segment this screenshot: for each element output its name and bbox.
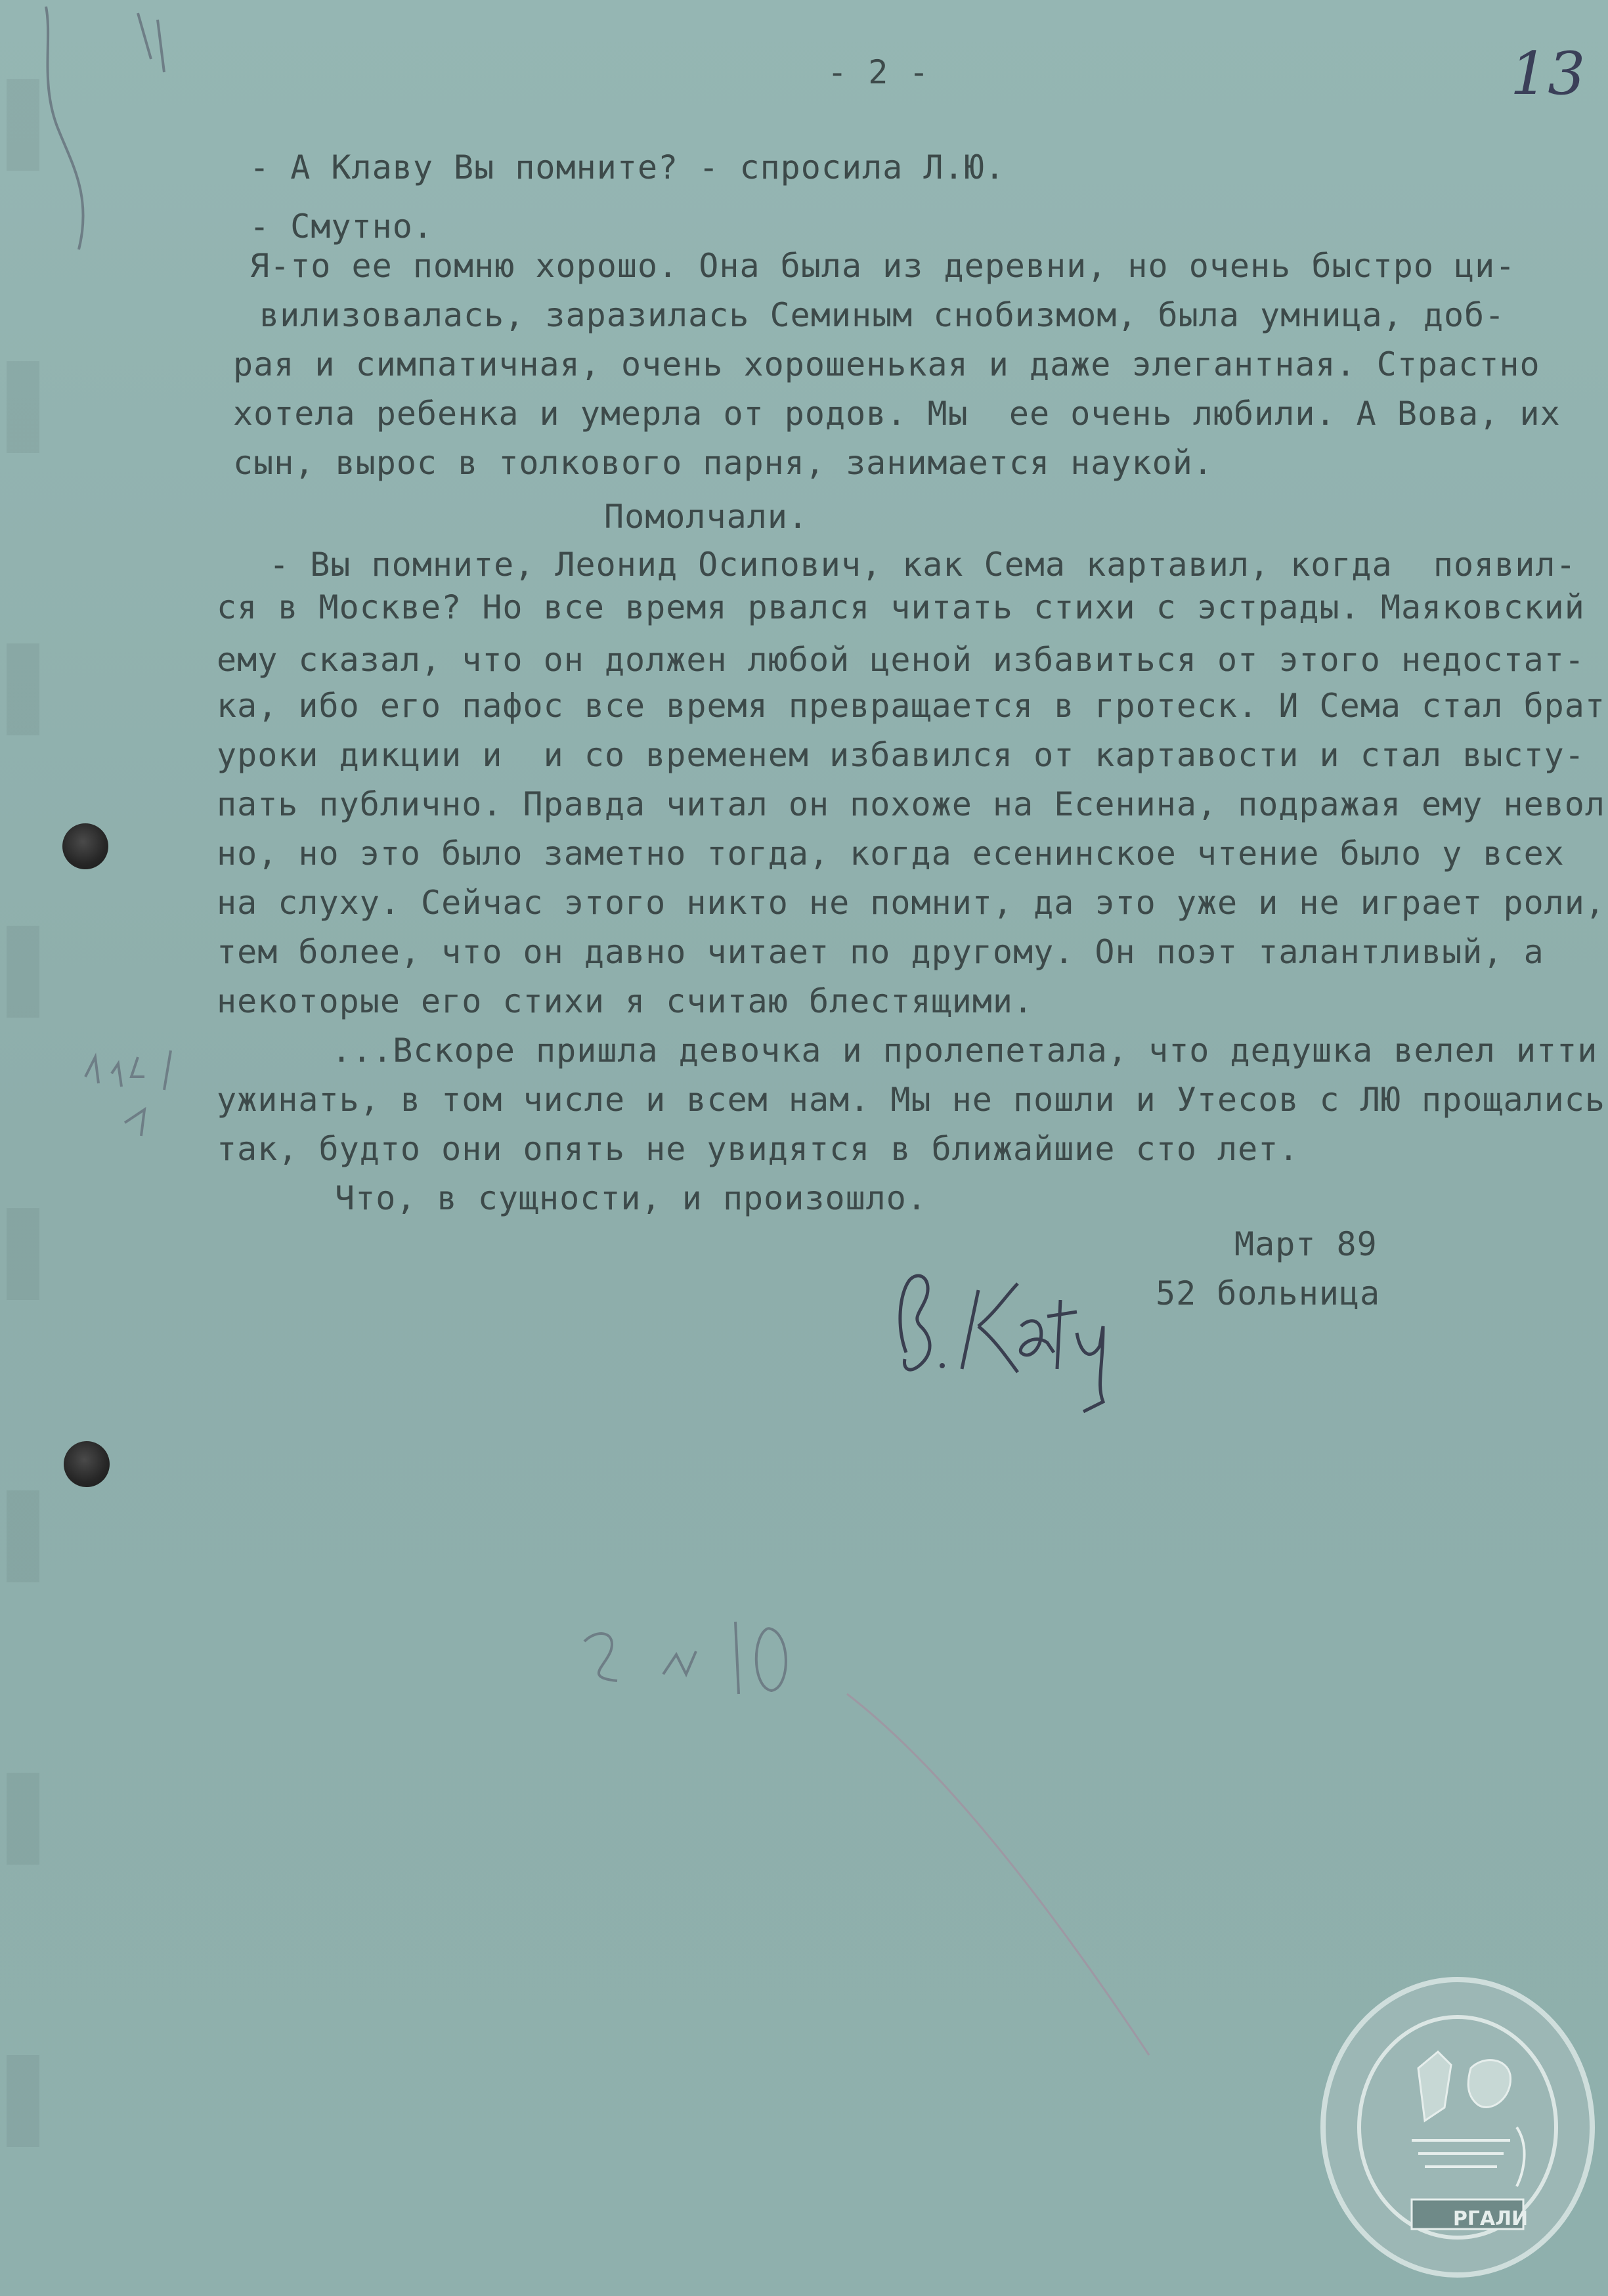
punch-hole-lower [64, 1441, 110, 1487]
bottom-pencil-note [571, 1602, 847, 1714]
text-line: ...Вскоре пришла девочка и пролепетала, что дедушка велел итти [332, 1031, 1598, 1070]
folio-number: 13 [1510, 39, 1586, 108]
archive-stamp [1320, 1976, 1596, 2278]
text-line: ему сказал, что он должен любой ценой избавиться от этого недостат- [217, 641, 1585, 679]
closing-date: Март 89 [1234, 1225, 1378, 1263]
margin-pencil-note [66, 1011, 289, 1169]
text-line: ка, ибо его пафос все время превращается в гротеск. И Сема стал брат [217, 687, 1605, 725]
text-line: сын, вырос в толкового парня, занимается наукой. [233, 444, 1213, 482]
text-line: так, будто они опять не увидятся в ближайшие сто лет. [217, 1130, 1299, 1168]
text-line: - А Клаву Вы помните? - спросила Л.Ю. [250, 148, 1005, 186]
binding-watermark-strip [7, 79, 39, 2245]
text-line: ся в Москве? Но все время рвался читать стихи с эстрады. Маяковский [217, 588, 1585, 626]
text-line: Помолчали. [604, 498, 809, 536]
page-number: - 2 - [827, 53, 930, 91]
text-line: тем более, что он давно читает по другому. Он поэт талантливый, а [217, 933, 1544, 971]
signature [880, 1254, 1123, 1425]
closing-place: 52 больница [1156, 1274, 1381, 1312]
text-line: некоторые его стихи я считаю блестящими. [217, 982, 1034, 1020]
text-line: - Смутно. [250, 207, 433, 246]
text-line: Я-то ее помню хорошо. Она была из деревни, но очень быстро ци- [250, 247, 1516, 285]
text-line: но, но это было заметно тогда, когда есенинское чтение было у всех [217, 834, 1565, 873]
text-line: уроки дикции и и со временем избавился от картавости и стал высту- [217, 736, 1585, 774]
text-line: вилизовалась, заразилась Семиным снобизмом, была умница, доб- [259, 296, 1506, 334]
stamp-label: РГАЛИ [1452, 2207, 1529, 2230]
text-line: рая и симпатичная, очень хорошенькая и даже элегантная. Страстно [233, 345, 1540, 383]
text-line: ужинать, в том числе и всем нам. Мы не пошли и Утесов с ЛЮ прощались [217, 1081, 1605, 1119]
pencil-stray-line [834, 1681, 1182, 2075]
text-line: на слуху. Сейчас этого никто не помнит, да это уже и не играет роли, [217, 884, 1605, 922]
text-line: - Вы помните, Леонид Осипович, как Сема картавил, когда появил- [269, 546, 1576, 584]
text-line: Что, в сущности, и произошло. [335, 1179, 927, 1217]
text-line: хотела ребенка и умерла от родов. Мы ее очень любили. А Вова, их [233, 395, 1561, 433]
text-line: пать публично. Правда читал он похоже на Есенина, подражая ему невол [217, 785, 1605, 823]
punch-hole-upper [62, 823, 108, 869]
corner-pencil-scribble [0, 0, 171, 276]
